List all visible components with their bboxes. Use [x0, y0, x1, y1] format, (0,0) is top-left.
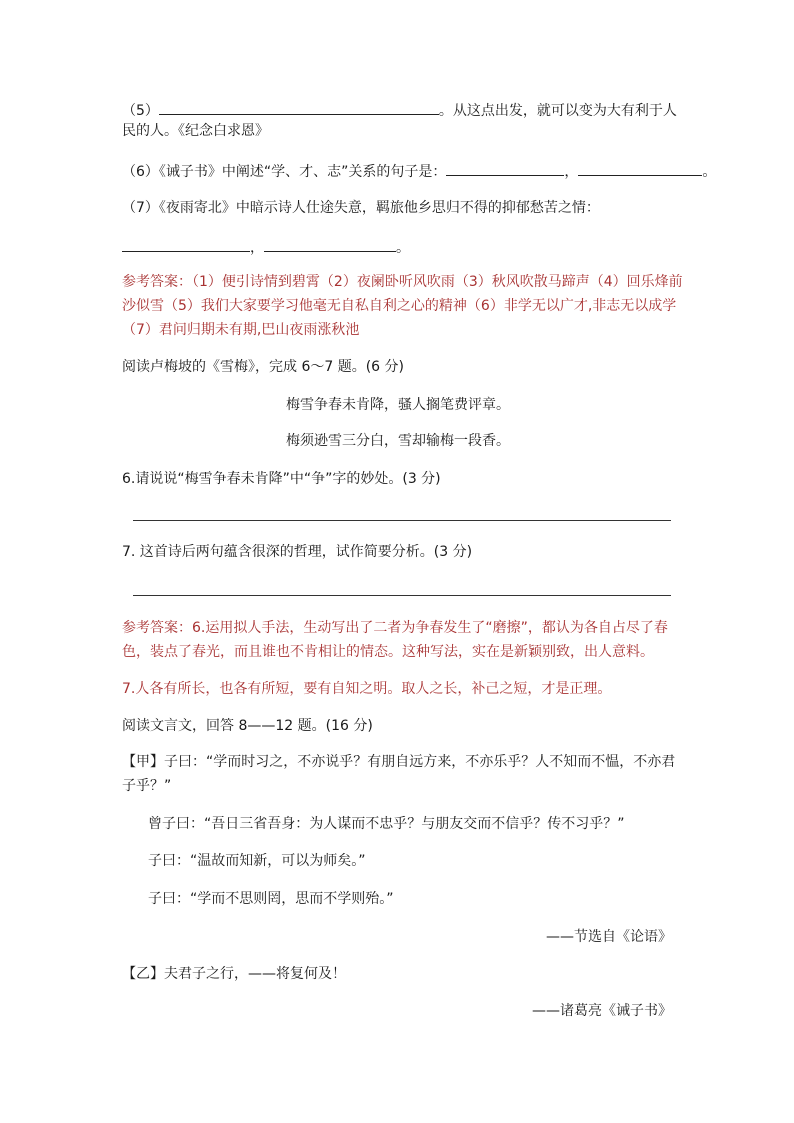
question-6: 6.请说说“梅雪争春未肯降”中“争”字的妙处。(3 分) [122, 471, 441, 487]
answer2-line2: 色，装点了春光，而且谁也不肯相让的情态。这种写法，实在是新颖别致，出人意料。 [122, 644, 654, 660]
jia-source: ——节选自《论语》 [546, 929, 672, 945]
answer2-line1: 参考答案：6.运用拟人手法，生动写出了二者为争春发生了“磨擦”，都认为各自占尽了春 [122, 620, 668, 636]
answer1-line3: （7）君问归期未有期,巴山夜雨涨秋池 [122, 322, 360, 338]
q5-continuation: 民的人。《纪念白求恩》 [122, 123, 269, 139]
q7-blank-2[interactable] [264, 237, 396, 252]
q6-text: （6）《诫子书》中阐述“学、才、志”关系的句子是： [122, 164, 447, 180]
poem-intro: 阅读卢梅坡的《雪梅》，完成 6～7 题。(6 分) [122, 359, 404, 375]
q6-end: 。 [702, 164, 717, 180]
q5-blank[interactable] [159, 100, 439, 115]
q6-blank-1[interactable] [446, 161, 564, 176]
q6-blank-2[interactable] [578, 161, 702, 176]
question-7: 7. 这首诗后两句蕴含很深的哲理，试作简要分析。(3 分) [122, 544, 473, 560]
q7-text: （7）《夜雨寄北》中暗示诗人仕途失意，羁旅他乡思归不得的抑郁愁苦之情： [122, 200, 600, 216]
q5-prefix: （5） [122, 103, 159, 119]
q6-answer-rule[interactable] [133, 520, 671, 521]
jia-line1: 【甲】子曰：“学而时习之，不亦说乎？有朋自远方来，不亦乐乎？人不知而不愠，不亦君 [122, 754, 676, 770]
q6-line [122, 161, 716, 181]
q6-separator: ， [564, 164, 579, 180]
q7-answer-rule[interactable] [133, 595, 671, 596]
q5-suffix: 。从这点出发，就可以变为大有利于人 [438, 103, 677, 119]
jia-line2: 子乎？” [122, 778, 172, 794]
q7-end: 。 [396, 240, 410, 256]
jia-line5: 子曰：“学而不思则罔，思而不学则殆。” [148, 891, 394, 907]
q7-answer-line [122, 237, 410, 257]
yi-source: ——诸葛亮《诫子书》 [532, 1003, 672, 1019]
jia-line4: 子曰：“温故而知新，可以为师矣。” [148, 853, 366, 869]
jia-line3: 曾子曰：“吾日三省吾身：为人谋而不忠乎？与朋友交而不信乎？传不习乎？” [148, 816, 625, 832]
classical-intro: 阅读文言文，回答 8——12 题。(16 分) [122, 718, 373, 734]
poem-line1: 梅雪争春未肯降，骚人搁笔费评章。 [286, 397, 510, 413]
answer1-line1: 参考答案：（1）便引诗情到碧霄（2）夜阑卧听风吹雨（3）秋风吹散马蹄声（4）回乐烽前 [122, 274, 683, 290]
poem-line2: 梅须逊雪三分白，雪却输梅一段香。 [286, 433, 510, 449]
q7-separator: ， [250, 240, 264, 256]
q7-blank-1[interactable] [122, 237, 250, 252]
answer1-line2: 沙似雪（5）我们大家要学习他毫无自私自利之心的精神（6）非学无以广才,非志无以成学 [122, 298, 677, 314]
yi-line1: 【乙】夫君子之行，——将复何及！ [122, 966, 346, 982]
q5-line [122, 100, 677, 120]
answer2-line3: 7.人各有所长，也各有所短，要有自知之明。取人之长，补己之短，才是正理。 [122, 681, 612, 697]
